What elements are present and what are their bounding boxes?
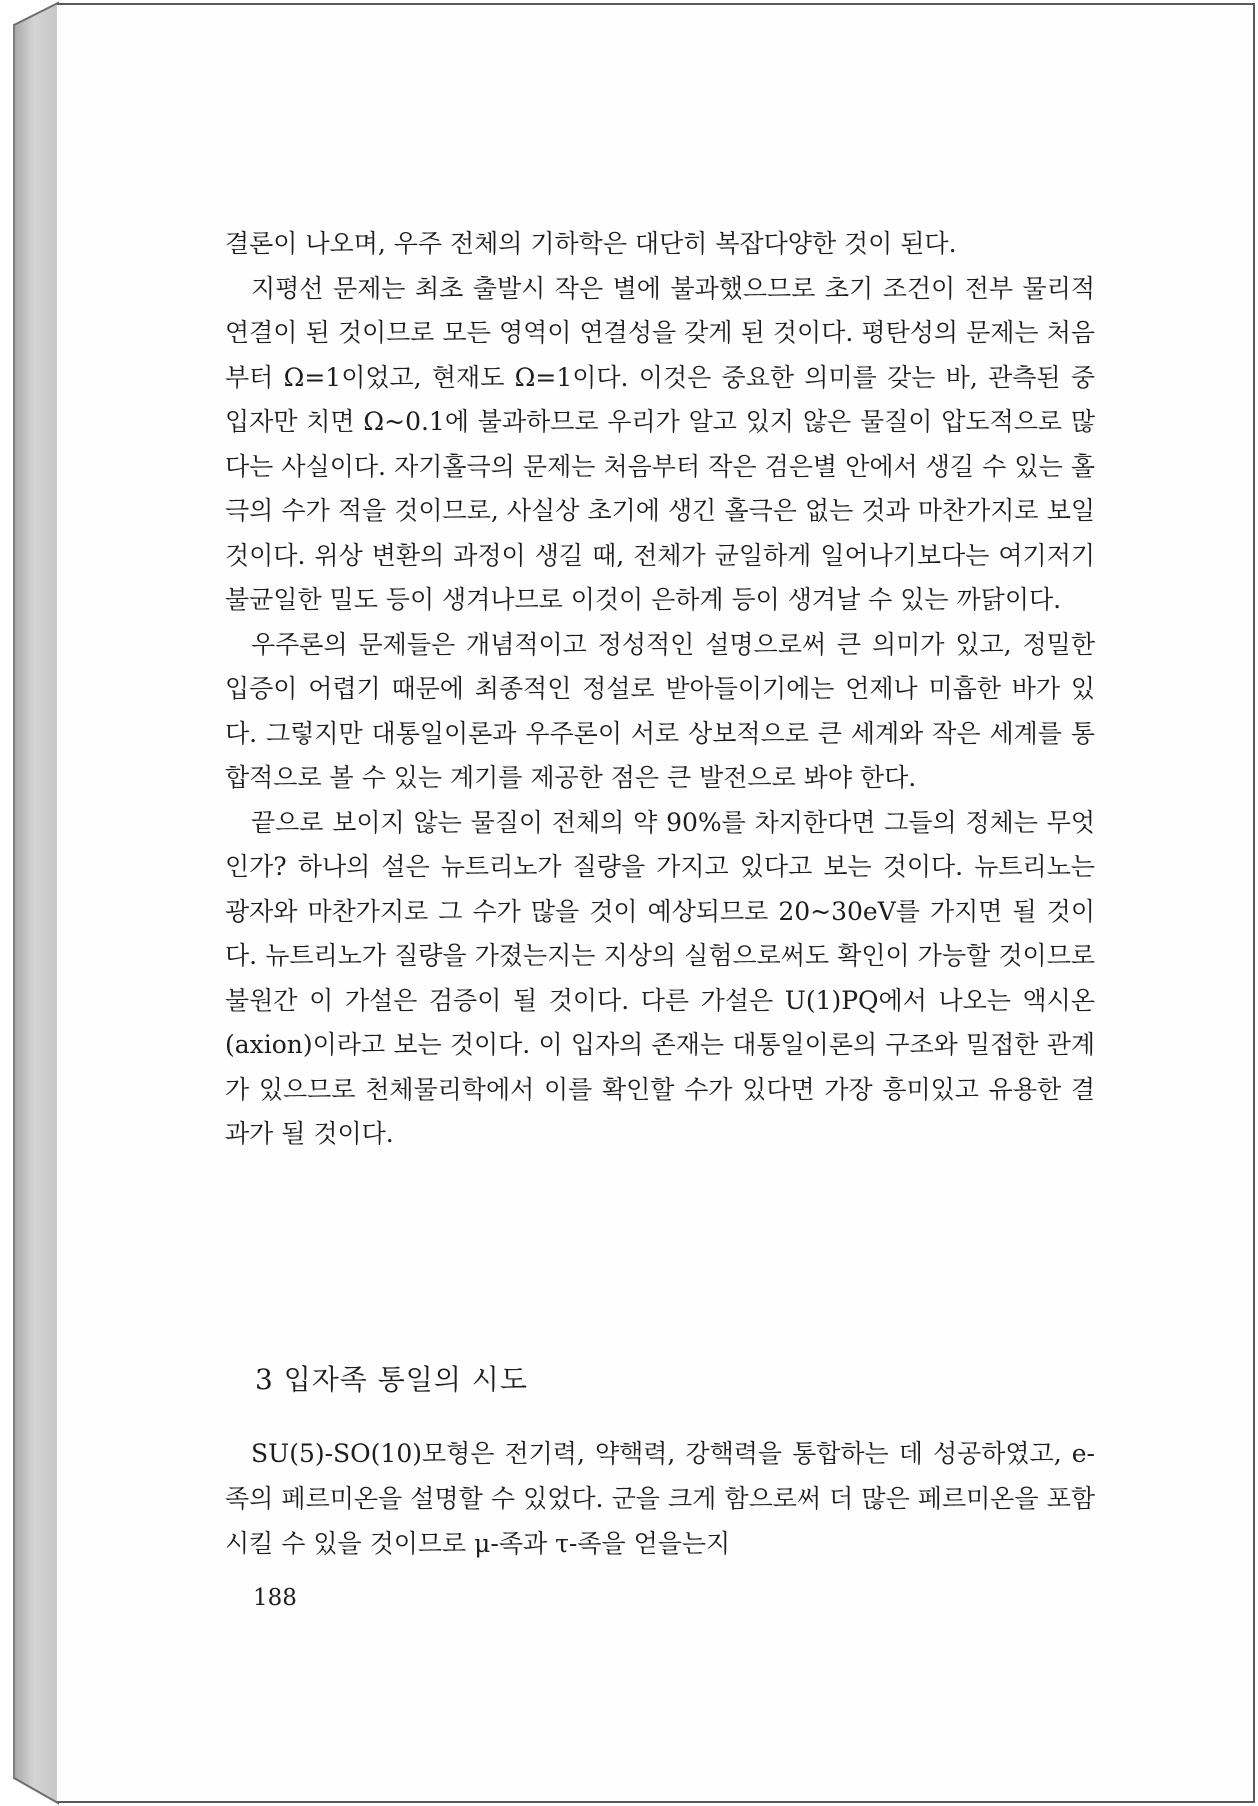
paragraph-1: 결론이 나오며, 우주 전체의 기하학은 대단히 복잡다양한 것이 된다. bbox=[225, 229, 957, 258]
section-body bbox=[225, 1431, 1095, 1566]
section-heading: 3 입자족 통일의 시도 bbox=[255, 1363, 528, 1396]
paragraph-4: 끝으로 보이지 않는 물질이 전체의 약 90%를 차지한다면 그들의 정체는 무엇인가? 하나의 설은 뉴트리노가 질량을 가지고 있다고 보는 것이다. 뉴트리노는 광자와 마찬가지로 그 수가 많을 것이 예상되므로 20~30eV를 가지면 될 것이다. 뉴트리노가 질량을 가졌는지는 지상의 실험으로써도 확인이 가능할 것이므로 불원간 이 가설은 검증이 될 것이다. 다른 가설은 U(1)PQ에서 나오는 액시온(axion)이라고 보는 것이다. 이 입자의 존재는 대통일이론의 구조와 밀접한 관계가 있으므로 천체물리학에서 이를 확인할 수가 있다면 가장 흥미있고 유용한 결과가 될 것이다. bbox=[225, 807, 1095, 1148]
page-number: 188 bbox=[253, 1585, 297, 1611]
body-text bbox=[225, 222, 1095, 1157]
section-paragraph: SU(5)-SO(10)모형은 전기력, 약핵력, 강핵력을 통합하는 데 성공하였고, e-족의 페르미온을 설명할 수 있었다. 군을 크게 함으로써 더 많은 페르미온을 포함시킬 수 있을 것이므로 μ-족과 τ-족을 얻을는지 bbox=[225, 1439, 1095, 1558]
paragraph-3: 우주론의 문제들은 개념적이고 정성적인 설명으로써 큰 의미가 있고, 정밀한 입증이 어렵기 때문에 최종적인 정설로 받아들이기에는 언제나 미흡한 바가 있다. 그렇지만 대통일이론과 우주론이 서로 상보적으로 큰 세계와 작은 세계를 통합적으로 볼 수 있는 계기를 제공한 점은 큰 발전으로 봐야 한다. bbox=[225, 629, 1095, 792]
book-spine bbox=[0, 0, 62, 1806]
paragraph-2: 지평선 문제는 최초 출발시 작은 별에 불과했으므로 초기 조건이 전부 물리적 연결이 된 것이므로 모든 영역이 연결성을 갖게 된 것이다. 평탄성의 문제는 처음부터 Ω=1이었고, 현재도 Ω=1이다. 이것은 중요한 의미를 갖는 바, 관측된 중입자만 치면 Ω~0.1에 불과하므로 우리가 알고 있지 않은 물질이 압도적으로 많다는 사실이다. 자기홀극의 문제는 처음부터 작은 검은별 안에서 생길 수 있는 홀극의 수가 적을 것이므로, 사실상 초기에 생긴 홀극은 없는 것과 마찬가지로 보일 것이다. 위상 변환의 과정이 생길 때, 전체가 균일하게 일어나기보다는 여기저기 불균일한 밀도 등이 생겨나므로 이것이 은하계 등이 생겨날 수 있는 까닭이다. bbox=[225, 273, 1095, 614]
